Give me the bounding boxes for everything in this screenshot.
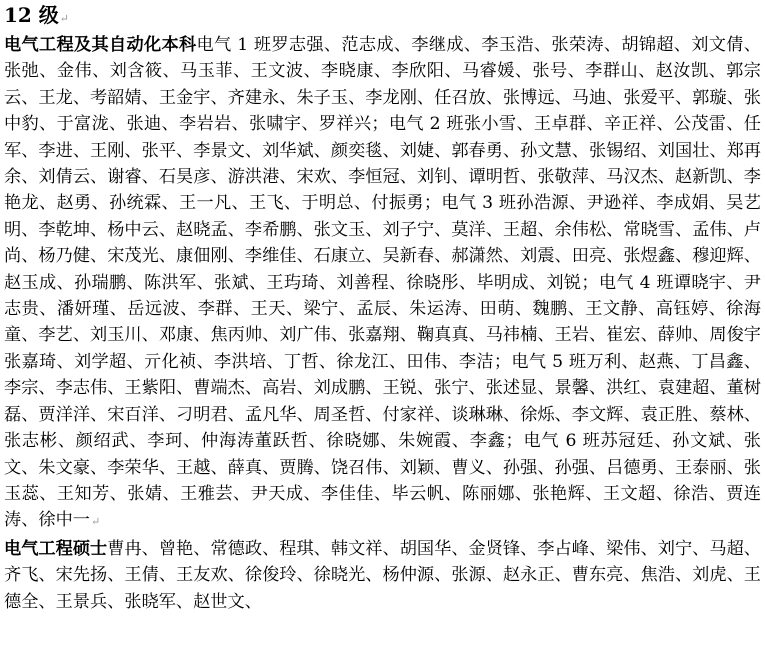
document-body — [4, 0, 761, 615]
undergraduate-paragraph — [4, 32, 761, 536]
master-paragraph — [4, 536, 761, 615]
undergraduate-name-list: 电气 1 班罗志强、范志成、李继成、李玉浩、张荣涛、胡锦超、刘文倩、张弛、金伟、刘含筱、马玉菲、王文波、李晓康、李欣阳、马睿媛、张号、李群山、赵汝凯、郭宗云、王龙、考韶婧、王金宇、齐建永、朱子玉、李龙刚、任召放、张博远、马迪、张爱平、郭璇、张中豹、于富泷、张迪、李岩岩、张啸宇、罗祥兴；电气 2 班张小雪、王卓群、辛正祥、公茂雷、任军、李进、王刚、张平、李景文、刘华斌、颜奕毯、刘婕、郭春勇、孙文慧、张锡绍、刘国壮、郑再余、刘倩云、谢睿、石昊彦、游洪港、宋欢、李恒冠、刘钊、谭明哲、张敬萍、马汉杰、赵新凯、李艳龙、赵勇、孙统霖、王一凡、王飞、于明总、付振勇；电气 3 班孙浩源、尹逊祥、李成娟、吴艺明、李乾坤、杨中云、赵晓孟、李希鹏、张文玉、刘子宁、莫洋、王超、余伟松、常晓雪、孟伟、卢尚、杨乃健、宋茂光、康佃刚、李维佳、石康立、吴新春、郝潇然、刘震、田亮、张煜鑫、穆迎辉、赵玉成、孙瑞鹏、陈洪军、张斌、王玙琦、刘善程、徐晓彤、毕明成、刘锐；电气 4 班谭晓宇、尹志贵、潘妍瑾、岳远波、李群、王天、梁宁、孟辰、朱运涛、田萌、魏鹏、王文静、高钰婷、徐海童、李艺、刘玉川、邓康、焦丙帅、刘广伟、张嘉翔、鞠真真、马祎楠、王岩、崔宏、薛帅、周俊宇张嘉琦、刘学超、亓化祯、李洪培、丁哲、徐龙江、田伟、李洁；电气 5 班万利、赵燕、丁昌鑫、李宗、李志伟、王紫阳、曹端杰、高岩、刘成鹏、王锐、张宁、张述显、景馨、洪红、袁建超、董树磊、贾洋洋、宋百洋、刁明君、孟凡华、周圣哲、付家祥、谈琳琳、徐烁、李文辉、袁正胜、蔡林、张志彬、颜绍武、李珂、仲海涛董跃哲、徐晓娜、朱婉霞、李鑫；电气 6 班苏冠廷、孙文斌、张文、朱文豪、李荣华、王越、薛真、贾腾、饶召伟、刘颖、曹义、孙强、孙强、吕德勇、王泰丽、张玉蕊、王知芳、张婧、王雅芸、尹天成、李佳佳、毕云帆、陈丽娜、张艳辉、王文超、徐浩、贾连涛、徐中一 — [4, 35, 761, 531]
master-program-title: 电气工程硕士 — [4, 538, 108, 559]
paragraph-mark-icon: ↵ — [59, 12, 70, 25]
grade-heading — [4, 2, 761, 32]
grade-heading-text: 12 级 — [4, 3, 59, 27]
undergraduate-program-title: 电气工程及其自动化本科 — [4, 35, 197, 55]
paragraph-mark-icon: ↵ — [90, 515, 101, 529]
master-name-list: 曹冉、曾艳、常德政、程琪、韩文祥、胡国华、金贤锋、李占峰、梁伟、刘宁、马超、齐飞、宋先扬、王倩、王友欢、徐俊玲、徐晓光、杨仲源、张源、赵永正、曹东亮、焦浩、刘虎、王德全、王景兵、张晓军、赵世文、 — [4, 538, 761, 612]
